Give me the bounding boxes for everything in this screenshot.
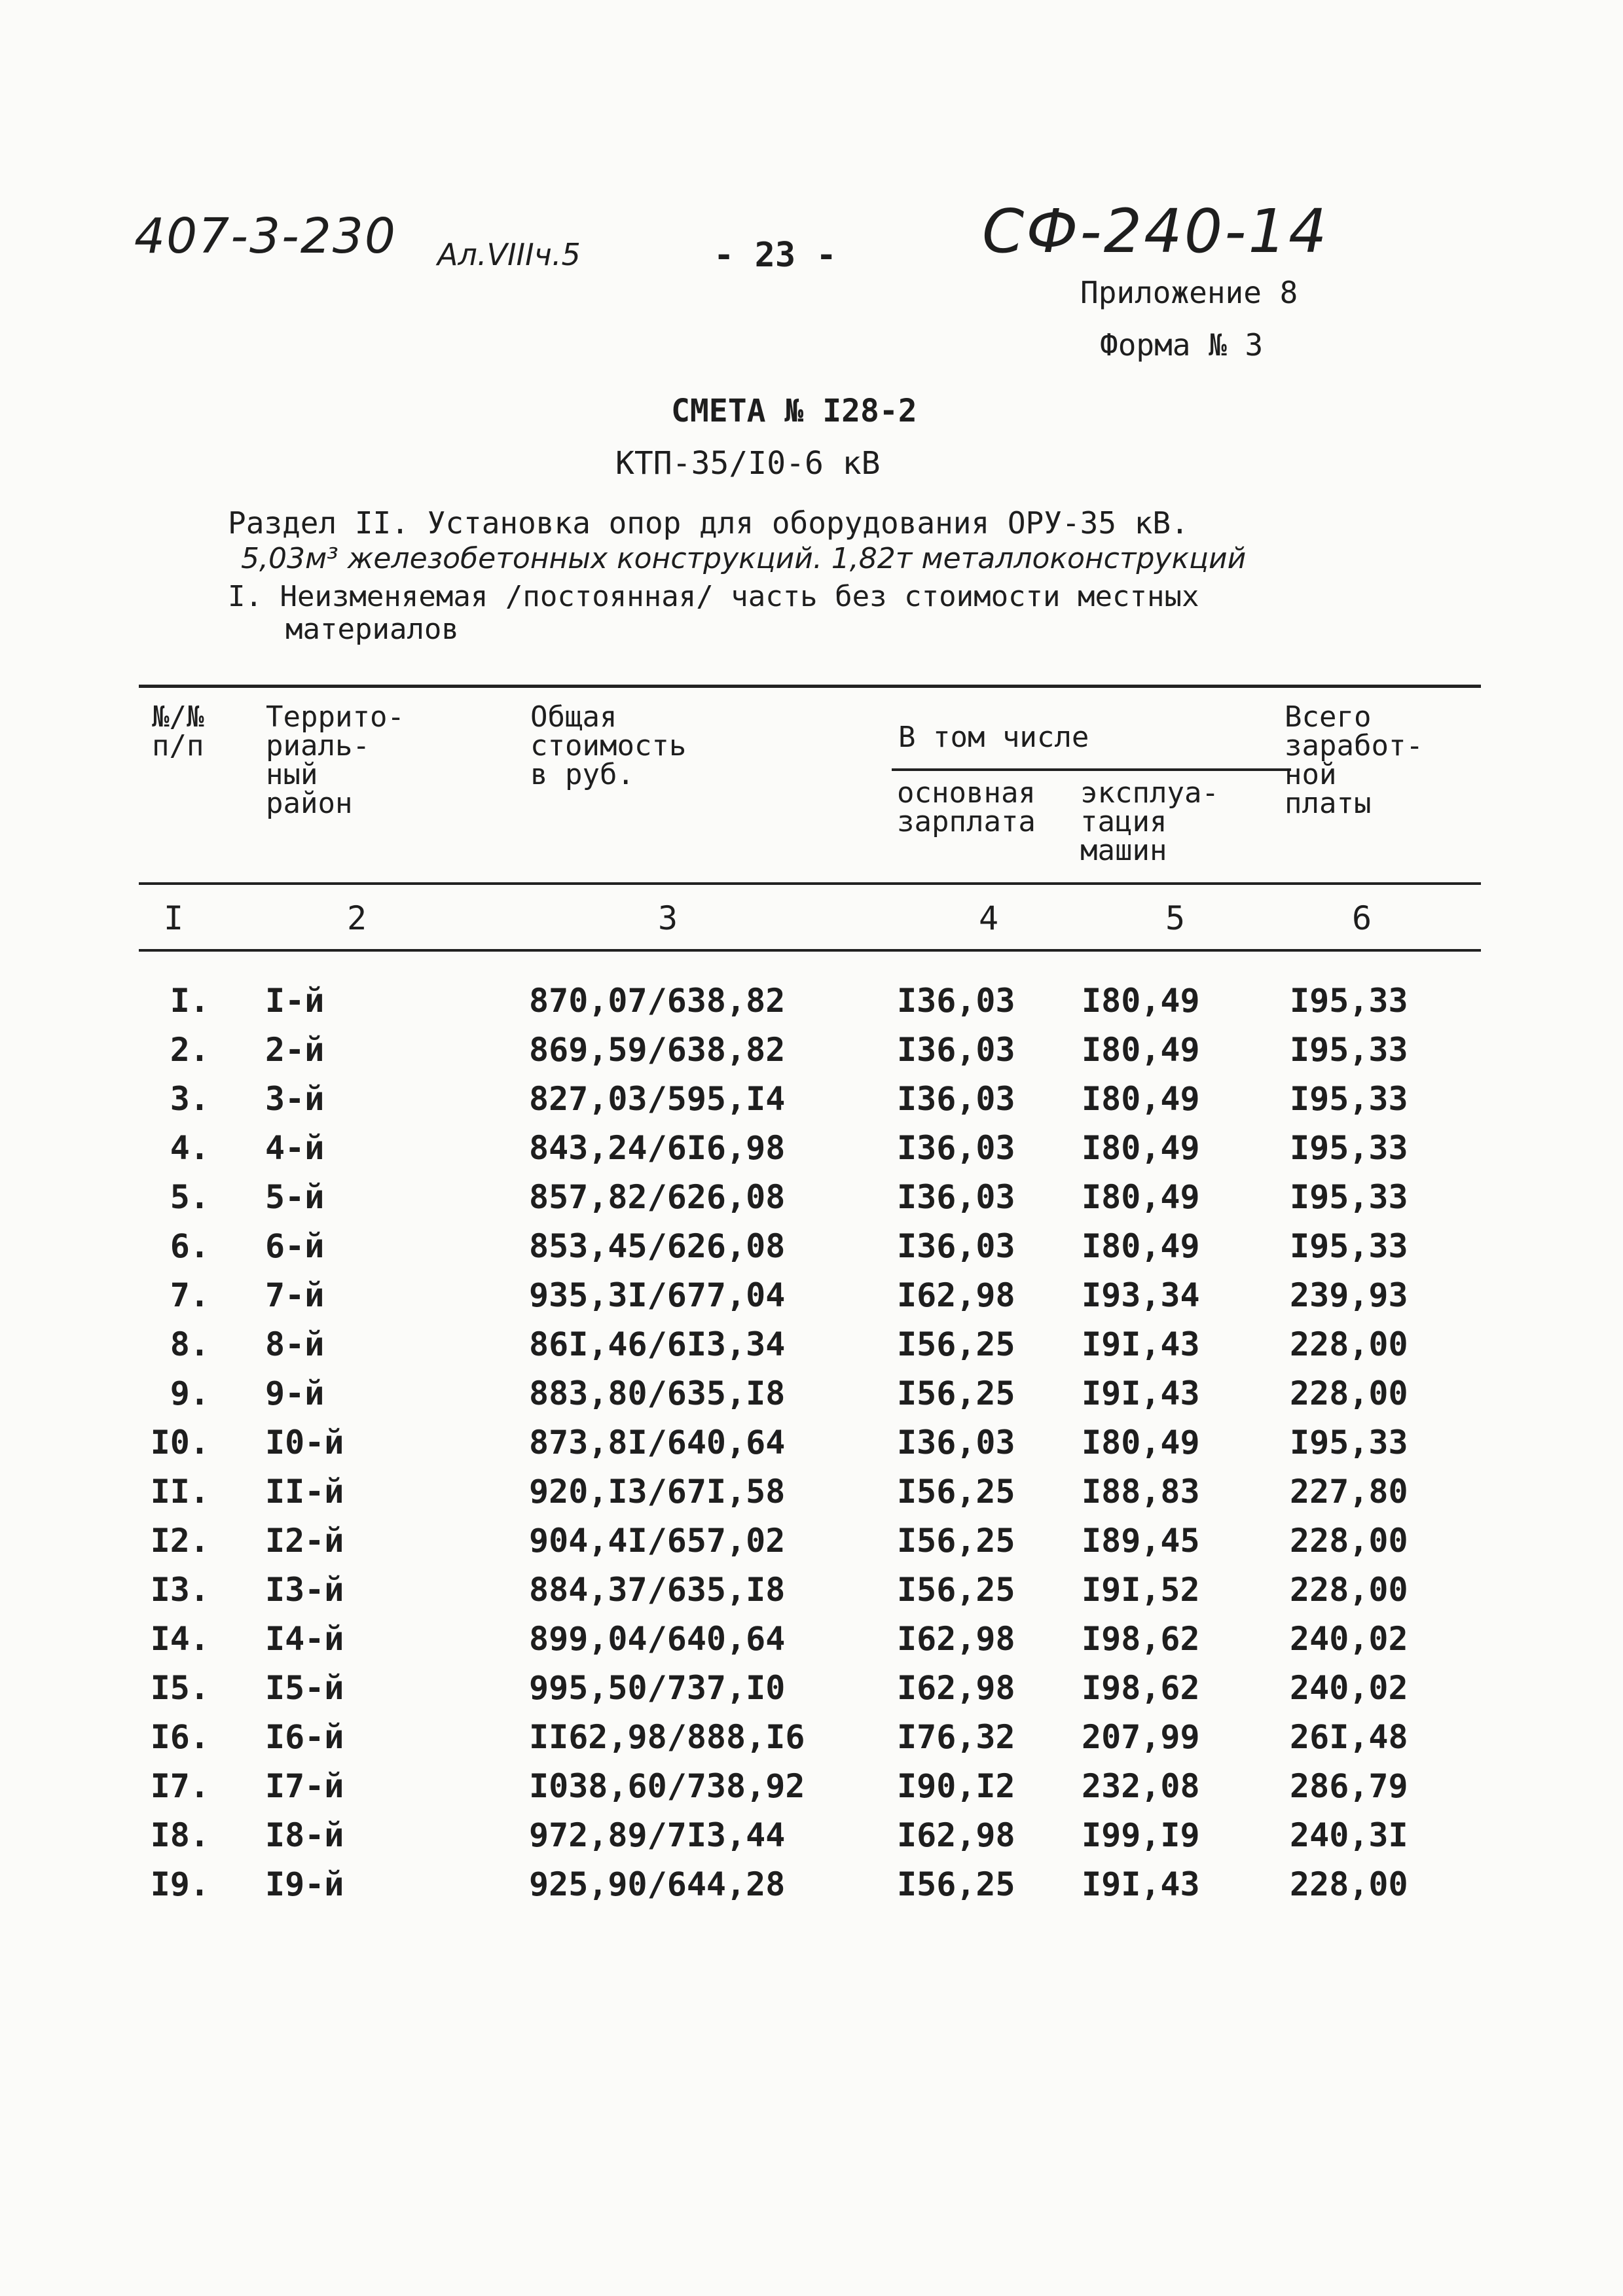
- table-row: [0, 1522, 1623, 1571]
- table-row: [0, 1571, 1623, 1620]
- cell-region: 6-й: [265, 1227, 325, 1265]
- header-row-number: №/№ п/п: [152, 700, 204, 762]
- cell-row-number: I8.: [150, 1816, 210, 1854]
- cell-region: II-й: [265, 1473, 344, 1511]
- cell-row-number: II.: [150, 1473, 210, 1511]
- cell-region: I0-й: [265, 1424, 344, 1462]
- cell-machine-operation: I80,49: [1082, 1424, 1200, 1462]
- cell-total-cost: 857,82/626,08: [529, 1178, 786, 1216]
- cell-total-wages: I95,33: [1290, 1031, 1408, 1069]
- cell-row-number: I2.: [150, 1522, 210, 1560]
- cell-region: 5-й: [265, 1178, 325, 1216]
- cell-base-wage: I56,25: [897, 1865, 1015, 1903]
- table-row: [0, 1129, 1623, 1178]
- table-row: [0, 1031, 1623, 1080]
- cell-row-number: 6.: [170, 1227, 210, 1265]
- cell-machine-operation: I80,49: [1082, 1080, 1200, 1118]
- column-number: I: [163, 899, 184, 937]
- cell-machine-operation: 207,99: [1082, 1718, 1200, 1756]
- cell-machine-operation: I80,49: [1082, 1227, 1200, 1265]
- cell-total-cost: 899,04/640,64: [529, 1620, 786, 1658]
- cell-total-cost: 869,59/638,82: [529, 1031, 786, 1069]
- cell-machine-operation: I98,62: [1082, 1669, 1200, 1707]
- cell-base-wage: I36,03: [897, 1178, 1015, 1216]
- cell-total-wages: 240,3I: [1290, 1816, 1408, 1854]
- header-including: В том числе: [898, 721, 1089, 754]
- header-total-wages: Всего заработ- ной платы: [1285, 700, 1423, 820]
- cell-total-wages: 286,79: [1290, 1767, 1408, 1805]
- part-heading-continued: материалов: [285, 613, 459, 646]
- cell-total-wages: 240,02: [1290, 1669, 1408, 1707]
- cell-base-wage: I56,25: [897, 1473, 1015, 1511]
- cell-total-wages: 228,00: [1290, 1571, 1408, 1609]
- header-base-wage: основная зарплата: [897, 776, 1036, 838]
- table-row: [0, 1424, 1623, 1473]
- cell-total-wages: 228,00: [1290, 1865, 1408, 1903]
- table-row: [0, 1227, 1623, 1276]
- table-row: [0, 1718, 1623, 1767]
- cell-region: I4-й: [265, 1620, 344, 1658]
- cell-total-wages: I95,33: [1290, 1227, 1408, 1265]
- document-code: 407-3-230: [134, 208, 397, 264]
- cell-total-cost: 995,50/737,I0: [529, 1669, 786, 1707]
- cell-row-number: I4.: [150, 1620, 210, 1658]
- table-row: [0, 1865, 1623, 1914]
- cell-total-wages: I95,33: [1290, 1424, 1408, 1462]
- cell-base-wage: I62,98: [897, 1669, 1015, 1707]
- table-top-rule: [139, 685, 1481, 688]
- cell-machine-operation: I98,62: [1082, 1620, 1200, 1658]
- cell-total-wages: I95,33: [1290, 982, 1408, 1020]
- cell-row-number: I7.: [150, 1767, 210, 1805]
- cell-base-wage: I62,98: [897, 1620, 1015, 1658]
- cell-total-wages: 239,93: [1290, 1276, 1408, 1314]
- estimate-subtitle: КТП-35/I0-6 кВ: [615, 445, 881, 482]
- table-row: [0, 1276, 1623, 1325]
- cell-row-number: 4.: [170, 1129, 210, 1167]
- cell-base-wage: I36,03: [897, 1424, 1015, 1462]
- cell-row-number: 2.: [170, 1031, 210, 1069]
- cell-region: 9-й: [265, 1374, 325, 1412]
- table-body-rule: [139, 949, 1481, 952]
- table-row: [0, 1374, 1623, 1424]
- cell-base-wage: I36,03: [897, 982, 1015, 1020]
- cell-total-cost: 920,I3/67I,58: [529, 1473, 786, 1511]
- cell-total-wages: I95,33: [1290, 1080, 1408, 1118]
- column-number: 6: [1351, 899, 1372, 937]
- cell-row-number: I5.: [150, 1669, 210, 1707]
- column-number: 5: [1165, 899, 1186, 937]
- cell-total-cost: 870,07/638,82: [529, 982, 786, 1020]
- header-machine-operation: эксплуа- тация машин: [1080, 776, 1219, 867]
- cell-machine-operation: I9I,43: [1082, 1325, 1200, 1363]
- cell-total-cost: 904,4I/657,02: [529, 1522, 786, 1560]
- cell-total-cost: I038,60/738,92: [529, 1767, 805, 1805]
- cell-machine-operation: I89,45: [1082, 1522, 1200, 1560]
- column-numbers-rule: [139, 882, 1481, 885]
- table-row: [0, 1473, 1623, 1522]
- cell-total-cost: 853,45/626,08: [529, 1227, 786, 1265]
- appendix-label: Приложение 8: [1080, 275, 1298, 310]
- cell-machine-operation: I9I,52: [1082, 1571, 1200, 1609]
- cell-region: I6-й: [265, 1718, 344, 1756]
- cell-total-wages: 227,80: [1290, 1473, 1408, 1511]
- form-label: Форма № 3: [1100, 327, 1264, 363]
- header-territorial-region: Террито- риаль- ный район: [266, 700, 405, 820]
- cell-region: 3-й: [265, 1080, 325, 1118]
- cell-base-wage: I56,25: [897, 1522, 1015, 1560]
- cell-total-wages: 228,00: [1290, 1522, 1408, 1560]
- cell-total-cost: 972,89/7I3,44: [529, 1816, 786, 1854]
- cell-total-wages: I95,33: [1290, 1129, 1408, 1167]
- cell-row-number: 3.: [170, 1080, 210, 1118]
- album-note: Ал.VIIIч.5: [437, 237, 581, 272]
- cell-base-wage: I36,03: [897, 1129, 1015, 1167]
- cell-total-wages: 240,02: [1290, 1620, 1408, 1658]
- cell-base-wage: I56,25: [897, 1571, 1015, 1609]
- table-row: [0, 1325, 1623, 1374]
- cell-row-number: I6.: [150, 1718, 210, 1756]
- part-heading: I. Неизменяемая /постоянная/ часть без стоимости местных: [228, 580, 1199, 613]
- cell-region: 8-й: [265, 1325, 325, 1363]
- cell-row-number: 5.: [170, 1178, 210, 1216]
- table-row: [0, 1767, 1623, 1816]
- page-number: - 23 -: [714, 236, 837, 275]
- cell-machine-operation: 232,08: [1082, 1767, 1200, 1805]
- cell-row-number: I9.: [150, 1865, 210, 1903]
- cell-total-wages: 228,00: [1290, 1325, 1408, 1363]
- header-total-cost: Общая стоимость в руб.: [530, 700, 687, 791]
- cell-machine-operation: I99,I9: [1082, 1816, 1200, 1854]
- cell-region: I8-й: [265, 1816, 344, 1854]
- column-number: 2: [346, 899, 367, 937]
- table-row: [0, 1816, 1623, 1865]
- cell-region: I-й: [265, 982, 325, 1020]
- cell-machine-operation: I80,49: [1082, 1178, 1200, 1216]
- cell-total-cost: 86I,46/6I3,34: [529, 1325, 786, 1363]
- cell-region: I2-й: [265, 1522, 344, 1560]
- cell-base-wage: I56,25: [897, 1325, 1015, 1363]
- cell-row-number: 7.: [170, 1276, 210, 1314]
- cell-region: I7-й: [265, 1767, 344, 1805]
- cell-total-cost: II62,98/888,I6: [529, 1718, 805, 1756]
- cell-row-number: I0.: [150, 1424, 210, 1462]
- cell-machine-operation: I80,49: [1082, 982, 1200, 1020]
- cell-base-wage: I76,32: [897, 1718, 1015, 1756]
- cell-region: 4-й: [265, 1129, 325, 1167]
- cell-machine-operation: I80,49: [1082, 1129, 1200, 1167]
- cell-region: I3-й: [265, 1571, 344, 1609]
- cell-machine-operation: I88,83: [1082, 1473, 1200, 1511]
- table-row: [0, 1080, 1623, 1129]
- cell-machine-operation: I93,34: [1082, 1276, 1200, 1314]
- cell-total-cost: 925,90/644,28: [529, 1865, 786, 1903]
- table-row: [0, 1178, 1623, 1227]
- cell-total-cost: 827,03/595,I4: [529, 1080, 786, 1118]
- cell-row-number: 9.: [170, 1374, 210, 1412]
- cell-base-wage: I36,03: [897, 1227, 1015, 1265]
- cell-total-cost: 843,24/6I6,98: [529, 1129, 786, 1167]
- cell-total-wages: I95,33: [1290, 1178, 1408, 1216]
- sheet-code: СФ-240-14: [982, 196, 1329, 266]
- cell-region: 7-й: [265, 1276, 325, 1314]
- cell-row-number: I.: [170, 982, 210, 1020]
- column-number: 4: [978, 899, 999, 937]
- cell-total-wages: 26I,48: [1290, 1718, 1408, 1756]
- cell-row-number: 8.: [170, 1325, 210, 1363]
- table-body: [0, 982, 1623, 1914]
- cell-base-wage: I36,03: [897, 1080, 1015, 1118]
- section-heading: Раздел II. Установка опор для оборудования ОРУ-35 кВ.: [228, 505, 1189, 541]
- subheader-rule: [892, 768, 1291, 771]
- section-materials: 5,03м³ железобетонных конструкций. 1,82т металлоконструкций: [241, 542, 1247, 575]
- estimate-title: СМЕТА № I28-2: [671, 393, 917, 429]
- column-number: 3: [657, 899, 678, 937]
- table-row: [0, 982, 1623, 1031]
- cell-total-cost: 873,8I/640,64: [529, 1424, 786, 1462]
- cell-total-wages: 228,00: [1290, 1374, 1408, 1412]
- cell-total-cost: 935,3I/677,04: [529, 1276, 786, 1314]
- cell-machine-operation: I9I,43: [1082, 1374, 1200, 1412]
- cell-base-wage: I62,98: [897, 1816, 1015, 1854]
- cell-row-number: I3.: [150, 1571, 210, 1609]
- table-row: [0, 1620, 1623, 1669]
- cell-machine-operation: I9I,43: [1082, 1865, 1200, 1903]
- cell-total-cost: 884,37/635,I8: [529, 1571, 786, 1609]
- cell-total-cost: 883,80/635,I8: [529, 1374, 786, 1412]
- cell-region: I9-й: [265, 1865, 344, 1903]
- cell-base-wage: I90,I2: [897, 1767, 1015, 1805]
- cell-region: I5-й: [265, 1669, 344, 1707]
- table-row: [0, 1669, 1623, 1718]
- cell-region: 2-й: [265, 1031, 325, 1069]
- cell-base-wage: I56,25: [897, 1374, 1015, 1412]
- cell-machine-operation: I80,49: [1082, 1031, 1200, 1069]
- cell-base-wage: I36,03: [897, 1031, 1015, 1069]
- cell-base-wage: I62,98: [897, 1276, 1015, 1314]
